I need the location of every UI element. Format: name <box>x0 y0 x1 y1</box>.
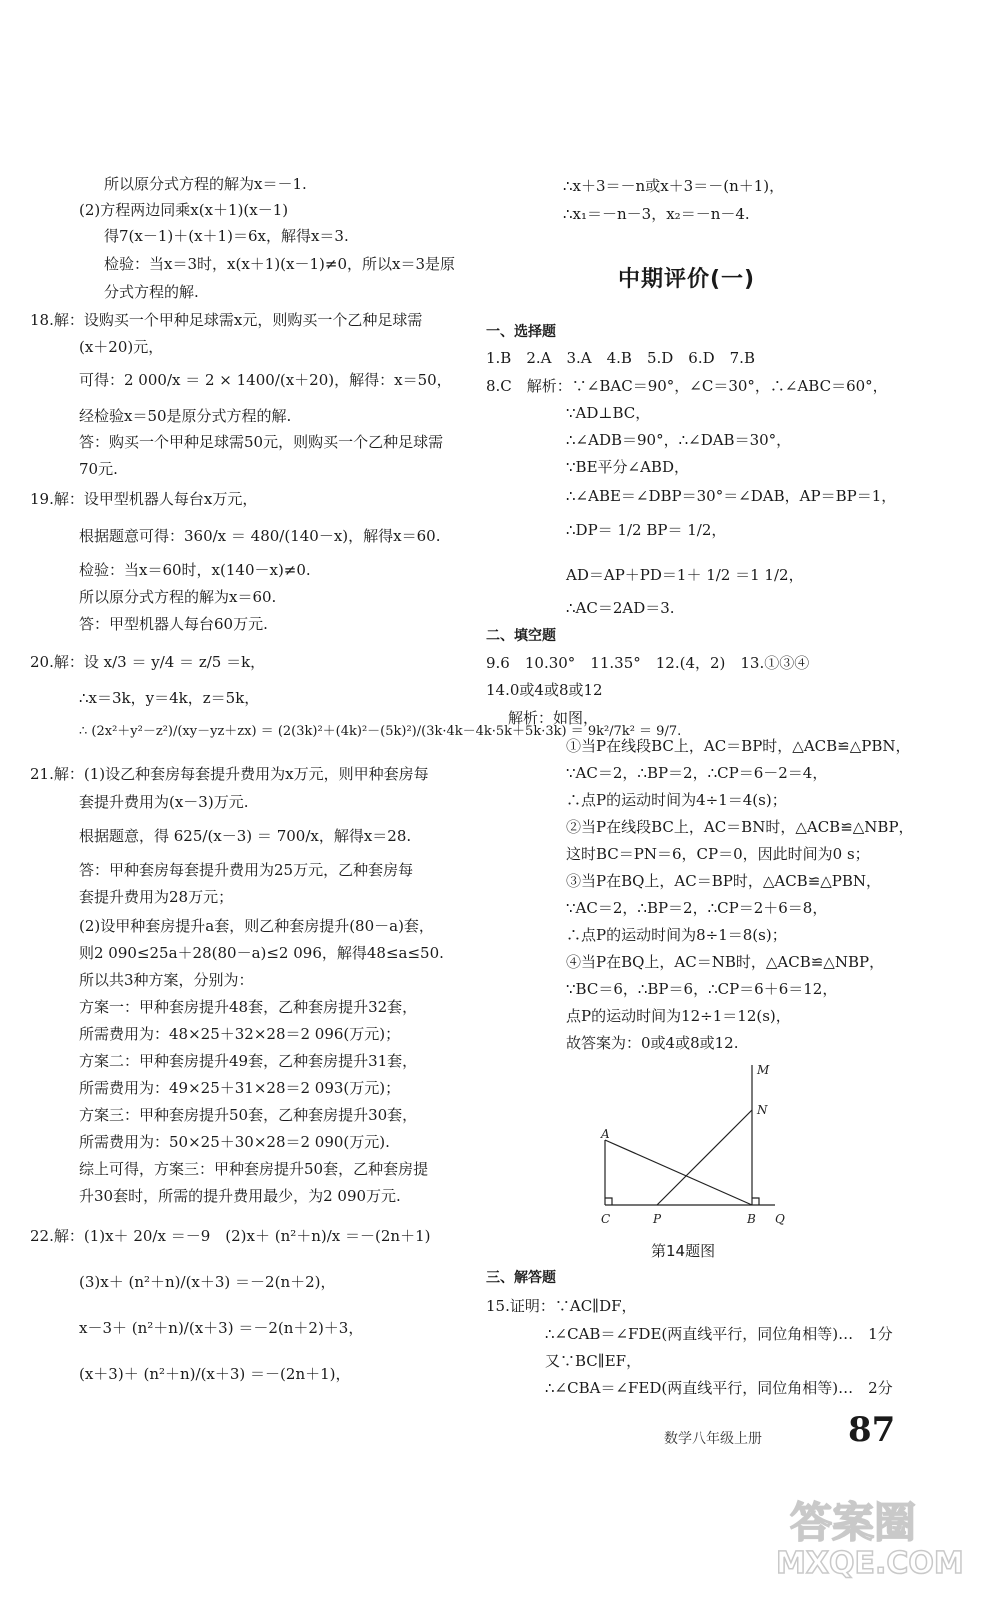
answer-line: 8.C 解析：∵∠BAC＝90°，∠C＝30°，∴∠ABC＝60°， <box>486 377 888 395</box>
text-line: ∵BC＝6，∴BP＝6，∴CP＝6＋6＝12， <box>566 980 838 998</box>
text-line: 解析：如图， <box>508 709 599 727</box>
text-line: ∵AC＝2，∴BP＝2，∴CP＝6－2＝4， <box>566 764 828 782</box>
problem-22-heading: 22.解：(1)x＋ 20/x ＝－9 (2)x＋ (n²＋n)/x ＝－(2n＋1) <box>30 1227 431 1245</box>
text-line: 得7(x－1)＋(x＋1)＝6x，解得x＝3. <box>104 227 349 245</box>
section-title: 中期评价(一) <box>618 267 756 292</box>
text-line: ∴x＝3k，y＝4k，z＝5k， <box>79 689 260 707</box>
text-line: ∵BE平分∠ABD， <box>566 458 689 476</box>
text-line: 所以原分式方程的解为x＝60. <box>79 588 277 606</box>
text-line: ①当P在线段BC上，AC＝BP时，△ACB≌△PBN， <box>566 737 911 755</box>
equation-line: (3)x＋ (n²＋n)/(x＋3) ＝－2(n＋2)， <box>79 1273 336 1291</box>
equation-line: (x＋3)＋ (n²＋n)/(x＋3) ＝－(2n＋1)， <box>79 1365 351 1383</box>
text-line: ∴∠ABE＝∠DBP＝30°＝∠DAB，AP＝BP＝1， <box>566 487 897 505</box>
text-line: 分式方程的解. <box>104 283 199 301</box>
text-line: 所需费用为：50×25＋30×28＝2 090(万元). <box>79 1133 390 1151</box>
text-line: 方案三：甲种套房提升50套，乙种套房提升30套， <box>79 1106 418 1124</box>
answer-line: 1.B 2.A 3.A 4.B 5.D 6.D 7.B <box>486 349 755 367</box>
geometry-figure <box>585 1060 795 1230</box>
text-line: ④当P在BQ上，AC＝NB时，△ACB≌△NBP， <box>566 953 885 971</box>
text-line: 所需费用为：48×25＋32×28＝2 096(万元)； <box>79 1025 401 1043</box>
text-line: ∴x＋3＝－n或x＋3＝－(n＋1)， <box>563 177 785 195</box>
problem-18-heading: 18.解：设购买一个甲种足球需x元，则购买一个乙种足球需 <box>30 311 423 329</box>
text-line: 所以原分式方程的解为x＝－1. <box>104 175 307 193</box>
label-m: M <box>757 1063 770 1077</box>
text-line: ∴点P的运动时间为4÷1＝4(s)； <box>566 791 787 809</box>
text-line: 套提升费用为(x－3)万元. <box>79 793 249 811</box>
equation-line: 根据题意可得：360/x ＝ 480/(140－x)，解得x＝60. <box>79 527 441 545</box>
text-line: 70元. <box>79 460 118 478</box>
text-line: 这时BC＝PN＝6，CP＝0，因此时间为0 s； <box>566 845 870 863</box>
watermark-logo <box>776 1490 980 1590</box>
problem-15-heading: 15.证明：∵AC∥DF， <box>486 1297 637 1315</box>
text-line: ∴x₁＝－n－3，x₂＝－n－4. <box>563 205 750 223</box>
text-line: ∴∠CBA＝∠FED(两直线平行，同位角相等)… 2分 <box>545 1379 893 1397</box>
text-line: 所需费用为：49×25＋31×28＝2 093(万元)； <box>79 1079 401 1097</box>
right-angle-b <box>752 1198 759 1205</box>
answer-line: 9.6 10.30° 11.35° 12.(4，2) 13.①③④ <box>486 654 810 672</box>
text-line: (x＋20)元， <box>79 338 164 356</box>
text-line: ∵AC＝2，∴BP＝2，∴CP＝2＋6＝8， <box>566 899 828 917</box>
problem-19-heading: 19.解：设甲型机器人每台x万元， <box>30 490 258 508</box>
label-a: A <box>601 1127 610 1141</box>
text-line: (2)方程两边同乘x(x＋1)(x－1) <box>79 201 289 219</box>
label-n: N <box>757 1103 768 1117</box>
text-line: 综上可得，方案三：甲种套房提升50套，乙种套房提 <box>79 1160 429 1178</box>
section-heading-choice: 一、选择题 <box>486 324 556 340</box>
figure-caption: 第14题图 <box>651 1242 716 1260</box>
label-c: C <box>601 1212 611 1226</box>
segment-ab <box>605 1140 752 1205</box>
text-line: 答：购买一个甲种足球需50元，则购买一个乙种足球需 <box>79 433 444 451</box>
text-line: 方案一：甲种套房提升48套，乙种套房提升32套， <box>79 998 418 1016</box>
right-angle-c <box>605 1198 612 1205</box>
section-heading-fill: 二、填空题 <box>486 628 556 644</box>
label-q: Q <box>775 1212 785 1226</box>
text-line: 答：甲种套房每套提升费用为25万元，乙种套房每 <box>79 861 414 879</box>
equation-line: x－3＋ (n²＋n)/(x＋3) ＝－2(n＋2)＋3， <box>79 1319 364 1337</box>
section-heading-solve: 三、解答题 <box>486 1270 556 1286</box>
text-line: ③当P在BQ上，AC＝BP时，△ACB≌△PBN， <box>566 872 882 890</box>
text-line: 套提升费用为28万元； <box>79 888 234 906</box>
text-line: ②当P在线段BC上，AC＝BN时，△ACB≌△NBP， <box>566 818 914 836</box>
text-line: 方案二：甲种套房提升49套，乙种套房提升31套， <box>79 1052 418 1070</box>
text-line: ∴AC＝2AD＝3. <box>566 599 675 617</box>
text-line: 则2 090≤25a＋28(80－a)≤2 096，解得48≤a≤50. <box>79 944 444 962</box>
watermark-top-text: 答案圈 <box>790 1498 917 1547</box>
equation-line: AD＝AP＋PD＝1＋ 1/2 ＝1 1/2， <box>566 566 804 584</box>
text-line: (2)设甲种套房提升a套，则乙种套房提升(80－a)套， <box>79 917 434 935</box>
text-line: 升30套时，所需的提升费用最少，为2 090万元. <box>79 1187 401 1205</box>
text-line: 检验：当x＝3时，x(x＋1)(x－1)≠0，所以x＝3是原 <box>104 255 455 273</box>
text-line: ∴∠ADB＝90°，∴∠DAB＝30°， <box>566 431 792 449</box>
text-line: ∵AD⊥BC， <box>566 404 651 422</box>
equation-line: ∴ (2x²＋y²－z²)/(xy－yz＋zx) ＝ (2(3k)²＋(4k)²－(5k)²)/(3k·4k－4k·5k＋5k·3k) ＝ 9k²/7k² ＝ 9/7. <box>79 724 682 739</box>
problem-21-heading: 21.解：(1)设乙种套房每套提升费用为x万元，则甲种套房每 <box>30 765 429 783</box>
answer-line: 14.0或4或8或12 <box>486 681 603 699</box>
text-line: 经检验x＝50是原分式方程的解. <box>79 407 292 425</box>
text-line: 检验：当x＝60时，x(140－x)≠0. <box>79 561 311 579</box>
text-line: 所以共3种方案，分别为： <box>79 971 254 989</box>
equation-line: 可得：2 000/x ＝ 2 × 1400/(x＋20)，解得：x＝50， <box>79 371 452 389</box>
text-line: 故答案为：0或4或8或12. <box>566 1034 739 1052</box>
text-line: ∴点P的运动时间为8÷1＝8(s)； <box>566 926 787 944</box>
watermark-bottom-text: MXQE.COM <box>776 1546 964 1581</box>
text-line: 点P的运动时间为12÷1＝12(s)， <box>566 1007 791 1025</box>
problem-20-heading: 20.解：设 x/3 ＝ y/4 ＝ z/5 ＝k， <box>30 653 266 671</box>
segment-pn <box>657 1110 752 1205</box>
equation-line: ∴DP＝ 1/2 BP＝ 1/2， <box>566 521 727 539</box>
page-number: 87 <box>848 1410 896 1450</box>
text-line: 答：甲型机器人每台60万元. <box>79 615 268 633</box>
equation-line: 根据题意，得 625/(x－3) ＝ 700/x，解得x＝28. <box>79 827 412 845</box>
label-p: P <box>653 1212 662 1226</box>
book-label: 数学八年级上册 <box>664 1431 762 1447</box>
label-b: B <box>747 1212 756 1226</box>
text-line: ∴∠CAB＝∠FDE(两直线平行，同位角相等)… 1分 <box>545 1325 893 1343</box>
text-line: 又∵BC∥EF， <box>545 1352 642 1370</box>
